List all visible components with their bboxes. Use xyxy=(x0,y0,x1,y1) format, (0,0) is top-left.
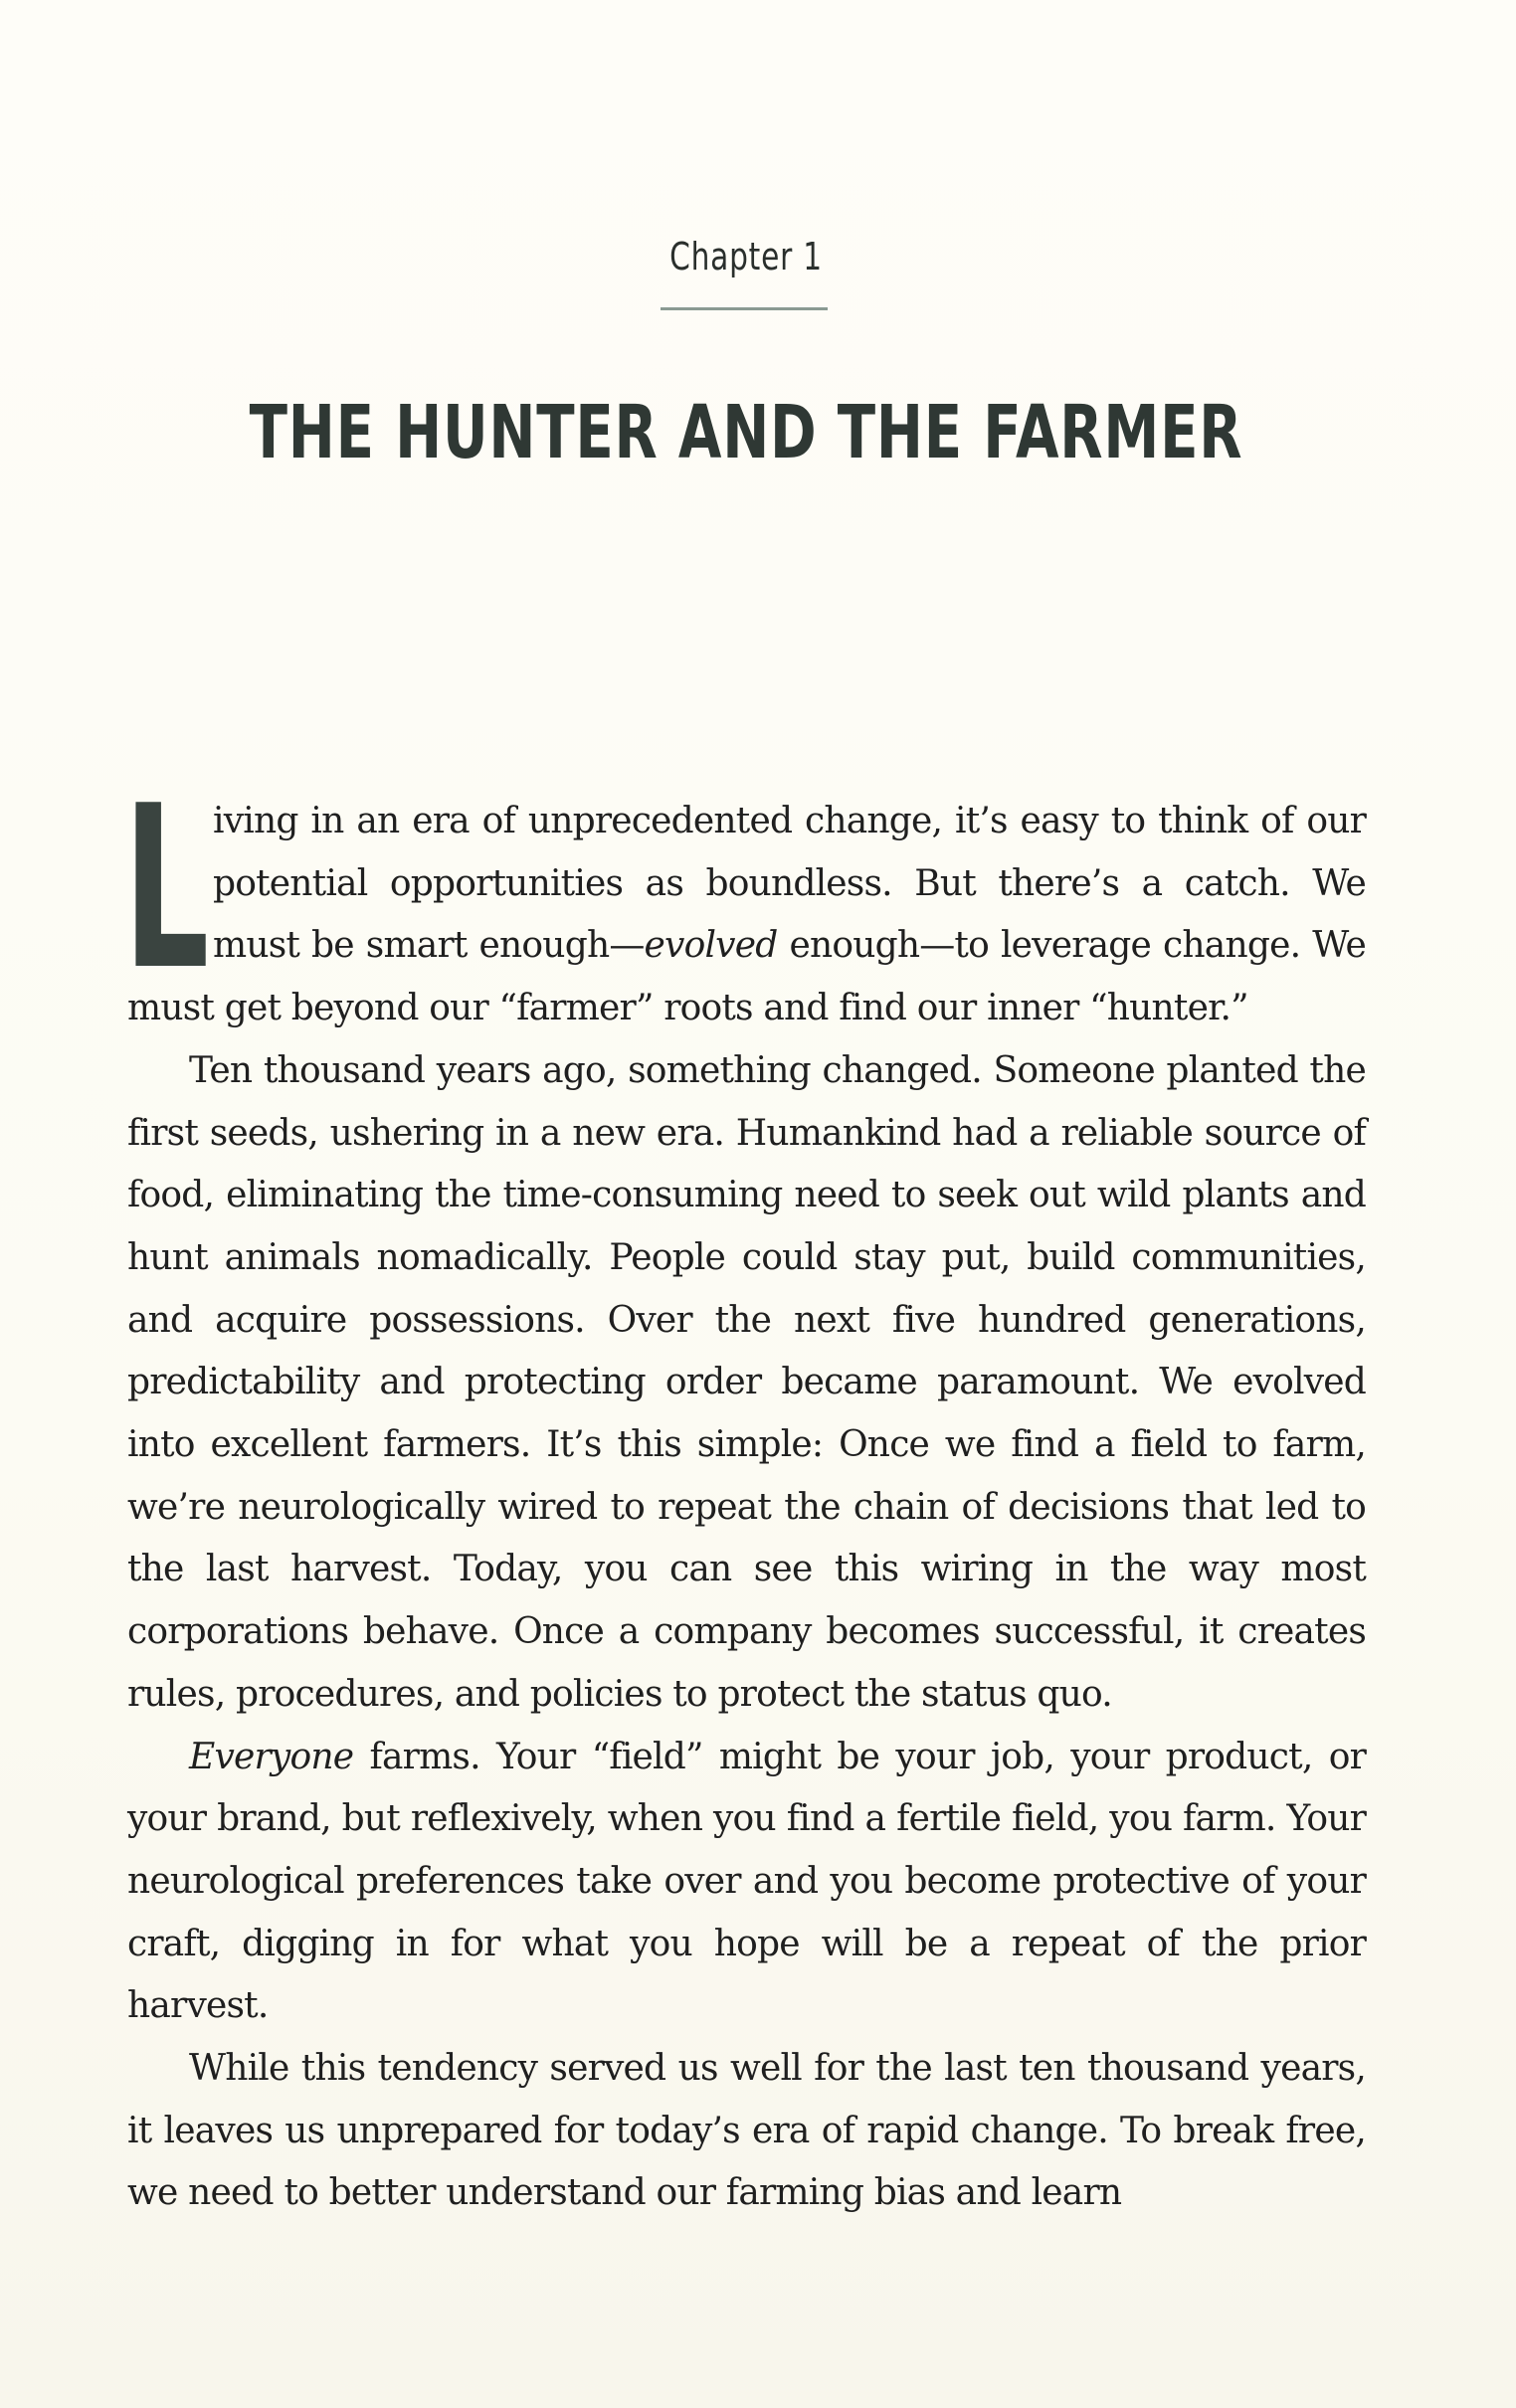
chapter-label: Chapter 1 xyxy=(669,235,823,278)
paragraph-3-text: farms. Your “field” might be your job, your product, or your brand, but reflexively, when you find a fertile field, you farm. Your neurological preferences take over and you become protective of your craft, digging in for what you hope will be a repeat of the prior harvest. xyxy=(127,1736,1366,2027)
paragraph-2: Ten thousand years ago, something changed. Someone planted the first seeds, ushering in a new era. Humankind had a reliable source of food, eliminating the time-consuming need to seek out wild plants and hunt animals nomadically. People could stay put, build communities, and acquire possessions. Over the next five hundred generations, predictability and protecting order became paramount. We evolved into excellent farmers. It’s this simple: Once we find a field to farm, we’re neurologically wired to repeat the chain of decisions that led to the last harvest. Today, you can see this wiring in the way most corporations behave. Once a company becomes successful, it creates rules, procedures, and policies to protect the status quo. xyxy=(127,1049,1366,1715)
paragraph-1-text-b: enough—to leverage change. We must get beyond our “farmer” roots and find our inner “hunter.” xyxy=(127,925,1366,1029)
drop-cap: L xyxy=(123,758,209,1019)
chapter-divider xyxy=(661,307,828,310)
body-text xyxy=(123,758,1366,2225)
paragraph-3-emphasis: Everyone xyxy=(189,1736,354,1777)
paragraph-1-text-a: iving in an era of unprecedented change, it’s easy to think of our potential opportunities as boundless. But there’s a catch. We must be smart enough— xyxy=(213,801,1366,967)
paragraph-4: While this tendency served us well for the last ten thousand years, it leaves us unprepared for today’s era of rapid change. To break free, we need to better understand our farming bias and learn xyxy=(127,2048,1366,2214)
chapter-title: THE HUNTER AND THE FARMER xyxy=(249,390,1243,475)
paragraph-1-emphasis: evolved xyxy=(644,925,778,967)
paragraph-3 xyxy=(127,1727,1366,2039)
paragraph-1 xyxy=(123,758,1366,1040)
